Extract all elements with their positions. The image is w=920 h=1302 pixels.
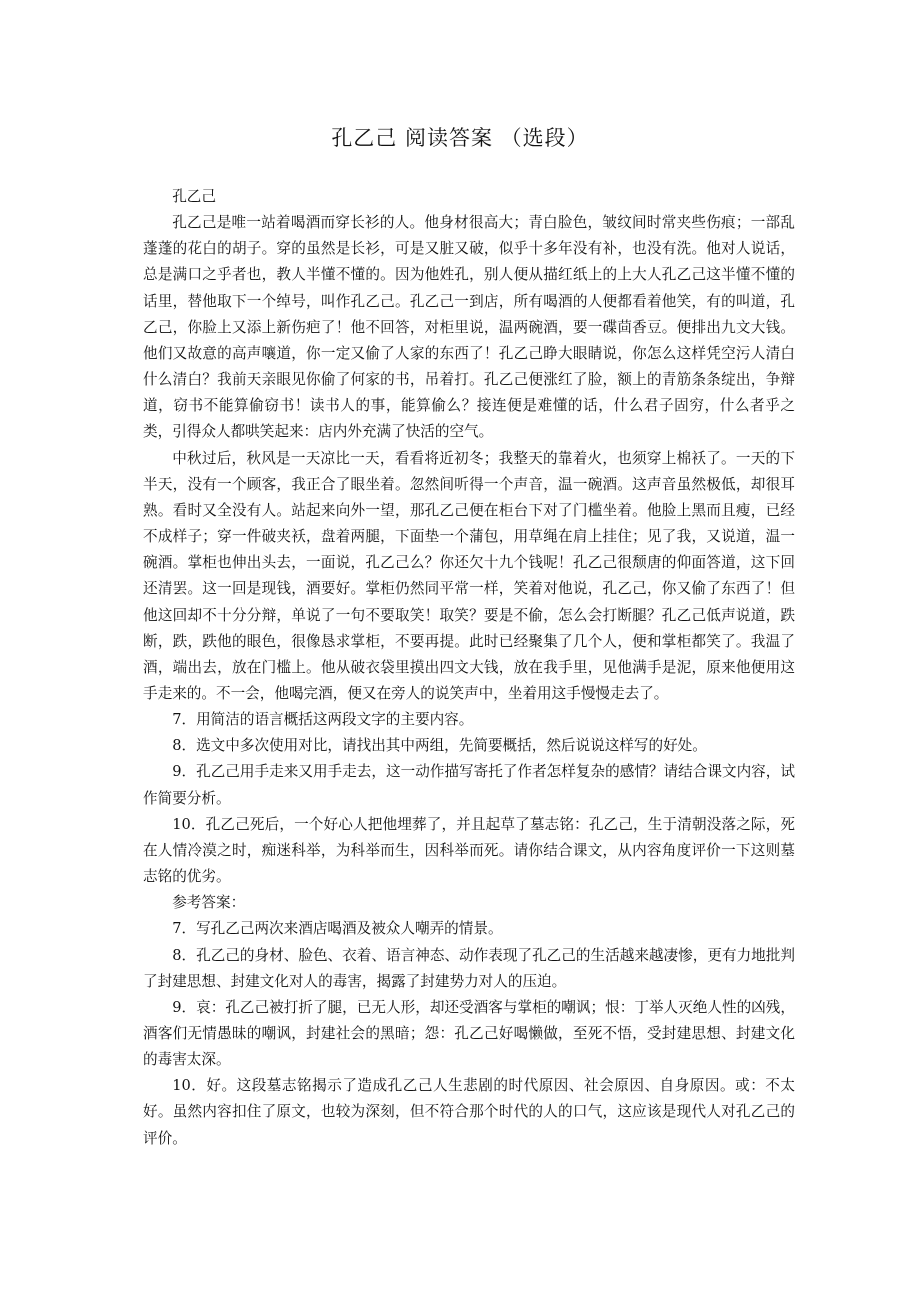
question-8: 8．选文中多次使用对比，请找出其中两组，先简要概括，然后说说这样写的好处。 [172, 737, 707, 755]
answer-9: 9．哀：孔乙己被打折了腿，已无人形，却还受酒客与掌柜的嘲讽；恨：丁举人灭绝人性的凶残，酒客们无情愚昧的嘲讽，封建社会的黑暗；怨：孔乙己好喝懒做，至死不悟，受封建思想、封建文化的毒害太深。 [143, 998, 795, 1069]
passage-paragraph-2: 中秋过后，秋风是一天凉比一天，看看将近初冬；我整天的靠着火，也须穿上棉袄了。一天的下半天，没有一个顾客，我正合了眼坐着。忽然间听得一个声音，温一碗酒。这声音虽然极低，却很耳熟。看时又全没有人。站起来向外一望，那孔乙己便在柜台下对了门槛坐着。他脸上黑而且瘦，已经不成样子；穿一件破夹袄，盘着两腿，下面垫一个蒲包，用草绳在肩上挂住；见了我，又说道，温一碗酒。掌柜也伸出头去，一面说，孔乙己么？你还欠十九个钱呢！孔乙己很颓唐的仰面答道，这下回还清罢。这一回是现钱，酒要好。掌柜仍然同平常一样，笑着对他说，孔乙己，你又偷了东西了！但他这回却不十分分辩，单说了一句不要取笑！取笑？要是不偷，怎么会打断腿？孔乙己低声说道，跌断，跌，跌他的眼色，很像恳求掌柜，不要再提。此时已经聚集了几个人，便和掌柜都笑了。我温了酒，端出去，放在门槛上。他从破衣袋里摸出四文大钱，放在我手里，见他满手是泥，原来他便用这手走来的。不一会，他喝完酒，便又在旁人的说笑声中，坐着用这手慢慢走去了。 [143, 449, 795, 702]
document-body [143, 184, 795, 1152]
question-7: 7．用简洁的语言概括这两段文字的主要内容。 [172, 711, 474, 729]
section-heading: 孔乙己 [172, 188, 216, 205]
question-9: 9．孔乙己用手走来又用手走去，这一动作描写寄托了作者怎样复杂的感情？请结合课文内容，试作简要分析。 [143, 763, 795, 807]
question-10: 10．孔乙己死后，一个好心人把他埋葬了，并且起草了墓志铭：孔乙己，生于清朝没落之际，死在人情冷漠之时，痴迷科举，为科举而生，因科举而死。请你结合课文，从内容角度评价一下这则墓志铭的优劣。 [143, 815, 795, 886]
answer-8: 8．孔乙己的身材、脸色、衣着、语言神态、动作表现了孔乙己的生活越来越凄惨，更有力地批判了封建思想、封建文化对人的毒害，揭露了封建势力对人的压迫。 [143, 946, 795, 990]
answer-7: 7．写孔乙己两次来酒店喝酒及被众人嘲弄的情景。 [172, 920, 503, 938]
passage-paragraph-1: 孔乙己是唯一站着喝酒而穿长衫的人。他身材很高大；青白脸色，皱纹间时常夹些伤痕；一部乱蓬蓬的花白的胡子。穿的虽然是长衫，可是又脏又破，似乎十多年没有补，也没有洗。他对人说话，总是满口之乎者也，教人半懂不懂的。因为他姓孔，别人便从描红纸上的上大人孔乙己这半懂不懂的话里，替他取下一个绰号，叫作孔乙己。孔乙己一到店，所有喝酒的人便都看着他笑，有的叫道，孔乙己，你脸上又添上新伤疤了！他不回答，对柜里说，温两碗酒，要一碟茴香豆。便排出九文大钱。他们又故意的高声嚷道，你一定又偷了人家的东西了！孔乙己睁大眼睛说，你怎么这样凭空污人清白什么清白？我前天亲眼见你偷了何家的书，吊着打。孔乙己便涨红了脸，额上的青筋条条绽出，争辩道，窃书不能算偷窃书！读书人的事，能算偷么？接连便是难懂的话，什么君子固穷，什么者乎之类，引得众人都哄笑起来：店内外充满了快活的空气。 [143, 214, 795, 441]
answer-heading: 参考答案： [172, 894, 246, 912]
answer-10: 10．好。这段墓志铭揭示了造成孔乙己人生悲剧的时代原因、社会原因、自身原因。或：不太好。虽然内容扣住了原文，也较为深刻，但不符合那个时代的人的口气，这应该是现代人对孔乙己的评价。 [143, 1077, 795, 1147]
document-title: 孔乙己 阅读答案 （选段） [331, 126, 589, 150]
